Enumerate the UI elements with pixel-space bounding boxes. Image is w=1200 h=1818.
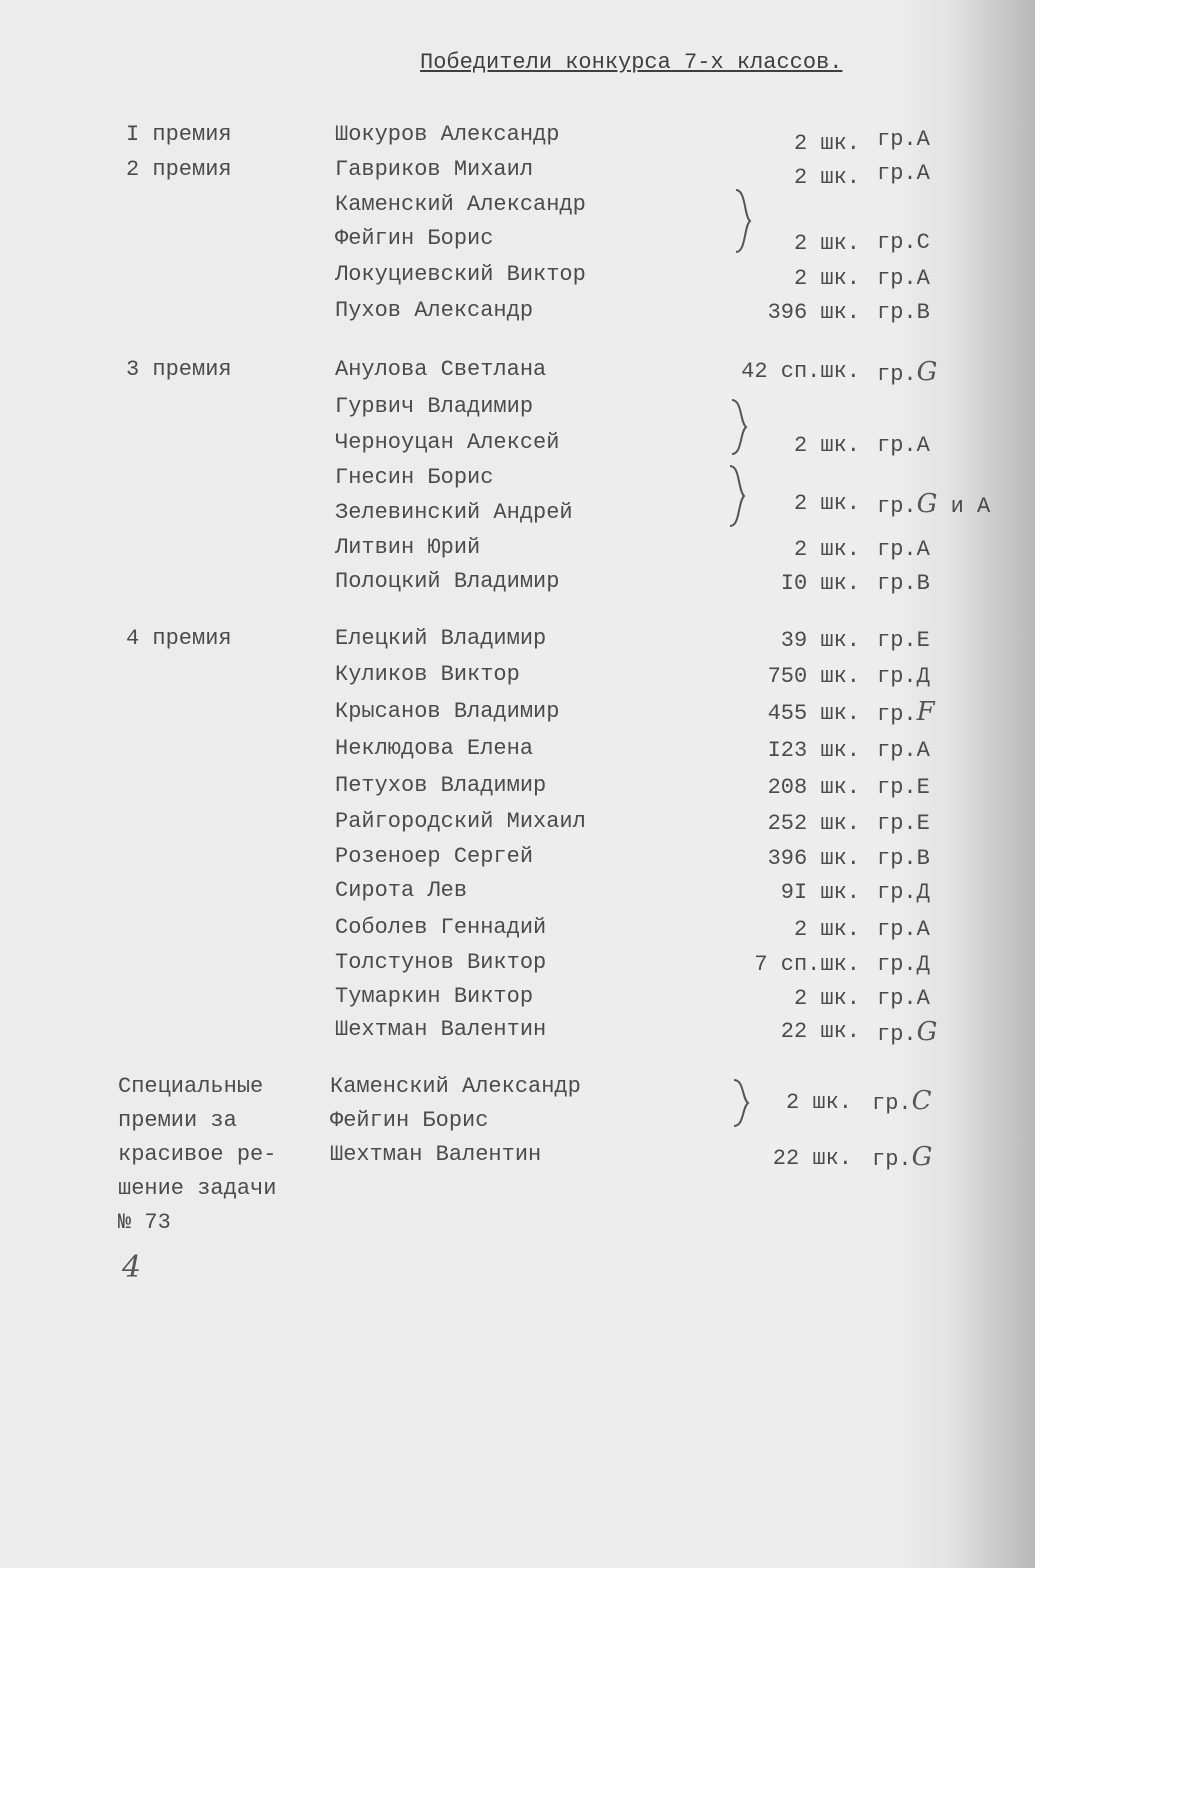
school-quantity: 39 шк. xyxy=(780,628,860,653)
winner-name: Гурвич Владимир xyxy=(335,394,534,419)
winner-name: Райгородский Михаил xyxy=(335,809,586,834)
school-quantity: 9I шк. xyxy=(780,880,860,905)
page-number: 4 xyxy=(122,1250,142,1285)
school-quantity: 208 шк. xyxy=(767,775,860,800)
winner-name: Анулова Светлана xyxy=(335,357,547,382)
group-label: гр.Е xyxy=(877,811,930,836)
school-quantity: 7 сп.шк. xyxy=(754,952,860,977)
school-quantity: 2 шк. xyxy=(793,266,860,291)
winner-name: Шокуров Александр xyxy=(335,122,560,147)
school-quantity: 2 шк. xyxy=(793,433,860,458)
group-label: гр.А xyxy=(877,917,930,942)
school-quantity: 396 шк. xyxy=(767,300,860,325)
group-label: гр.Е xyxy=(877,775,930,800)
winner-name: Шехтман Валентин xyxy=(335,1017,547,1042)
school-quantity: I0 шк. xyxy=(780,571,860,596)
school-quantity: I23 шк. xyxy=(767,738,860,763)
group-label: гр.G xyxy=(877,1017,938,1047)
winner-name: Гавриков Михаил xyxy=(335,157,534,182)
handwritten-group-letter: C xyxy=(911,1086,932,1116)
group-label: гр.А xyxy=(877,537,930,562)
group-label: гр.F xyxy=(877,697,935,727)
winner-name: Зелевинский Андрей xyxy=(335,500,573,525)
handwritten-group-letter: G xyxy=(916,489,938,519)
handwritten-group-letter: F xyxy=(916,697,935,727)
winner-name: Крысанов Владимир xyxy=(335,699,560,724)
handwritten-group-letter: G xyxy=(916,357,938,387)
brace-mark-3 xyxy=(726,462,750,530)
school-quantity: 455 шк. xyxy=(767,701,860,726)
handwritten-group-letter: G xyxy=(911,1142,933,1172)
winner-name: Соболев Геннадий xyxy=(335,915,547,940)
school-quantity: 2 шк. xyxy=(793,491,860,516)
brace-mark-4 xyxy=(730,1076,754,1130)
winner-name: Пухов Александр xyxy=(335,298,534,323)
prize-label-2: 2 премия xyxy=(126,157,232,182)
special-prize-label-line: премии за xyxy=(118,1108,237,1133)
group-label: гр.G и А xyxy=(877,489,991,519)
group-label: гр.А xyxy=(877,986,930,1011)
school-quantity: 2 шк. xyxy=(793,231,860,256)
special-prize-label-line: шение задачи xyxy=(118,1176,277,1201)
winner-name: Толстунов Виктор xyxy=(335,950,547,975)
school-quantity: 22 шк. xyxy=(772,1146,852,1171)
group-label: гр.Д xyxy=(877,952,930,977)
school-quantity: 750 шк. xyxy=(767,664,860,689)
winner-name: Неклюдова Елена xyxy=(335,736,534,761)
page-title: Победители конкурса 7-х классов. xyxy=(420,50,843,75)
group-label: гр.C xyxy=(872,1086,932,1116)
winner-name: Литвин Юрий xyxy=(335,535,481,560)
group-label: гр.В xyxy=(877,300,930,325)
handwritten-group-letter: G xyxy=(916,1017,938,1047)
group-label: гр.А xyxy=(877,433,930,458)
school-quantity: 2 шк. xyxy=(793,917,860,942)
special-prize-label-line: красивое ре- xyxy=(118,1142,277,1167)
group-label: гр.В xyxy=(877,846,930,871)
group-label: гр.Д xyxy=(877,664,930,689)
school-quantity: 2 шк. xyxy=(793,986,860,1011)
winner-name: Шехтман Валентин xyxy=(330,1142,542,1167)
winner-name: Каменский Александр xyxy=(330,1074,581,1099)
school-quantity: 2 шк. xyxy=(793,131,860,156)
group-label: гр.А xyxy=(877,266,930,291)
school-quantity: 396 шк. xyxy=(767,846,860,871)
winner-name: Фейгин Борис xyxy=(335,226,494,251)
group-label: гр.Д xyxy=(877,880,930,905)
winner-name: Елецкий Владимир xyxy=(335,626,547,651)
group-label: гр.А xyxy=(877,738,930,763)
brace-mark-2 xyxy=(728,396,752,458)
prize-label-3: 3 премия xyxy=(126,357,232,382)
winner-name: Сирота Лев xyxy=(335,878,468,903)
group-label: гр.Е xyxy=(877,628,930,653)
school-quantity: 2 шк. xyxy=(785,1090,852,1115)
group-label: гр.G xyxy=(872,1142,933,1172)
winner-name: Розеноер Сергей xyxy=(335,844,534,869)
winner-name: Каменский Александр xyxy=(335,192,586,217)
winner-name: Петухов Владимир xyxy=(335,773,547,798)
winner-name: Черноуцан Алексей xyxy=(335,430,560,455)
prize-label-4: 4 премия xyxy=(126,626,232,651)
special-prize-label-line: № 73 xyxy=(118,1210,171,1235)
group-label: гр.В xyxy=(877,571,930,596)
brace-mark-1 xyxy=(732,186,756,256)
school-quantity: 252 шк. xyxy=(767,811,860,836)
school-quantity: 2 шк. xyxy=(793,165,860,190)
school-quantity: 42 сп.шк. xyxy=(741,359,860,384)
prize-label-1: I премия xyxy=(126,122,232,147)
winner-name: Локуциевский Виктор xyxy=(335,262,586,287)
winner-name: Полоцкий Владимир xyxy=(335,569,560,594)
group-label: гр.А xyxy=(877,127,930,152)
special-prize-label-line: Специальные xyxy=(118,1074,264,1099)
school-quantity: 22 шк. xyxy=(780,1019,860,1044)
winner-name: Гнесин Борис xyxy=(335,465,494,490)
group-label: гр.G xyxy=(877,357,938,387)
winner-name: Фейгин Борис xyxy=(330,1108,489,1133)
winner-name: Куликов Виктор xyxy=(335,662,520,687)
school-quantity: 2 шк. xyxy=(793,537,860,562)
group-label: гр.С xyxy=(877,230,930,255)
winner-name: Тумаркин Виктор xyxy=(335,984,534,1009)
group-label: гр.А xyxy=(877,161,930,186)
